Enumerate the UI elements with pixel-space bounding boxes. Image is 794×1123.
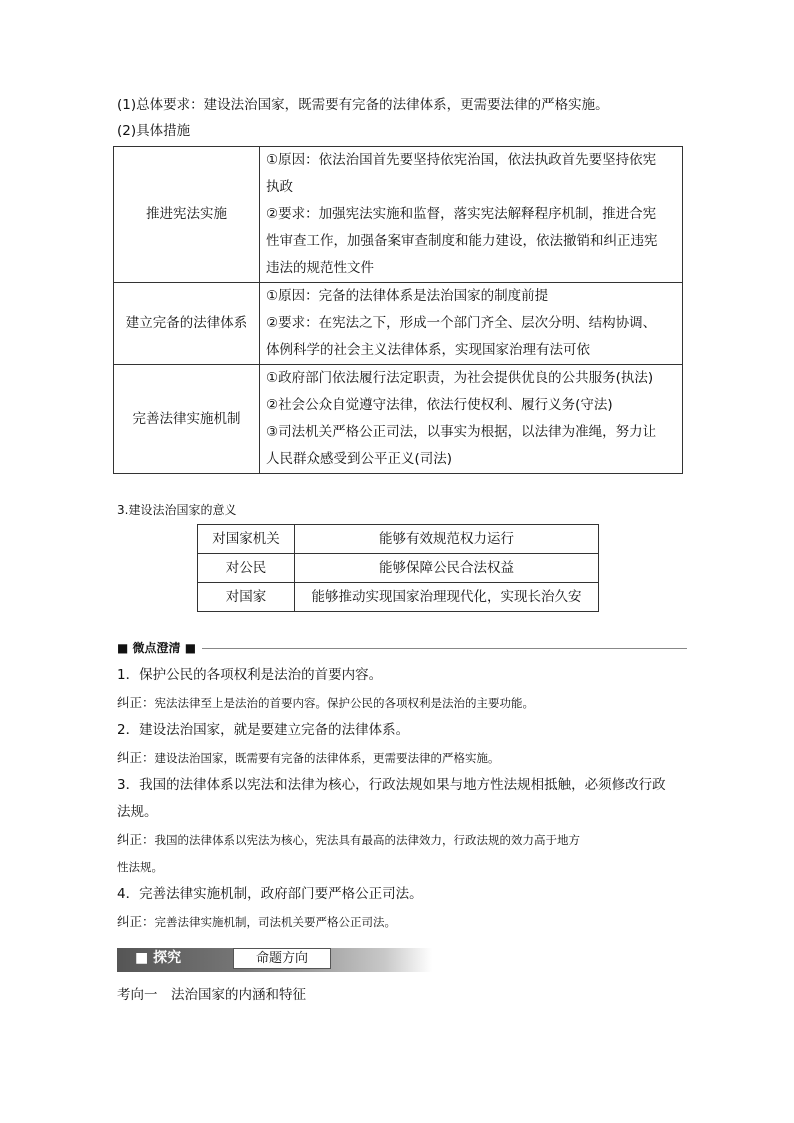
correction-prefix: 纠正： <box>117 832 155 847</box>
measure-line: 体例科学的社会主义法律体系，实现国家治理有法可依 <box>266 342 590 358</box>
measure-line: ①政府部门依法履行法定职责，为社会提供优良的公共服务(执法) <box>266 370 654 386</box>
measure-header: 推进宪法实施 <box>114 147 260 283</box>
significance-meaning: 能够保障公民合法权益 <box>295 554 599 583</box>
correction-text: 宪法法律至上是法治的首要内容。保护公民的各项权利是法治的主要功能。 <box>154 696 535 710</box>
clarify-answer <box>117 689 687 717</box>
significance-target: 对国家 <box>198 583 295 612</box>
clarify-item <box>117 717 687 772</box>
significance-meaning: 能够推动实现国家治理现代化，实现长治久安 <box>295 583 599 612</box>
page-content <box>117 92 687 1008</box>
measure-line: ②要求：在宪法之下，形成一个部门齐全、层次分明、结构协调、 <box>266 315 657 331</box>
measure-body <box>260 365 683 474</box>
clarify-answer <box>117 908 687 936</box>
measure-line: ③司法机关严格公正司法，以事实为根据，以法律为准绳，努力让 <box>266 424 657 440</box>
clarify-title: ■ 微点澄清 ■ <box>117 638 202 658</box>
clarify-question: 3．我国的法律体系以宪法和法律为核心，行政法规如果与地方性法规相抵触，必须修改行政 <box>117 777 666 793</box>
clarify-item <box>117 881 687 936</box>
table-row <box>198 525 599 554</box>
measure-header: 建立完备的法律体系 <box>114 283 260 365</box>
explore-banner <box>117 946 432 972</box>
clarify-list <box>117 662 687 936</box>
clarify-question: 4．完善法律实施机制，政府部门要严格公正司法。 <box>117 886 423 902</box>
intro-line-2: (2)具体措施 <box>117 123 191 139</box>
correction-prefix: 纠正： <box>117 914 155 929</box>
table-row <box>198 583 599 612</box>
measure-line: ②要求：加强宪法实施和监督，落实宪法解释程序机制，推进合宪 <box>266 206 657 222</box>
significance-title: 3.建设法治国家的意义 <box>117 503 237 517</box>
clarify-item <box>117 772 687 881</box>
intro-line-1: (1)总体要求：建设法治国家，既需要有完备的法律体系，更需要法律的严格实施。 <box>117 97 609 113</box>
measure-line: ①原因：依法治国首先要坚持依宪治国，依法执政首先要坚持依宪 <box>266 152 657 168</box>
table-row <box>114 365 683 474</box>
measure-body <box>260 147 683 283</box>
measure-line: 性审查工作，加强备案审查制度和能力建设，依法撤销和纠正违宪 <box>266 233 658 249</box>
measure-line: 执政 <box>266 179 293 195</box>
clarify-answer <box>117 826 687 854</box>
measure-line: 人民群众感受到公平正义(司法) <box>266 451 453 467</box>
measure-line: ①原因：完备的法律体系是法治国家的制度前提 <box>266 288 549 304</box>
clarify-answer <box>117 744 687 772</box>
measure-line: 违法的规范性文件 <box>266 260 374 276</box>
correction-prefix: 纠正： <box>117 695 155 710</box>
explore-tag: ■ 探究 <box>135 950 182 966</box>
table-row <box>114 147 683 283</box>
measure-body <box>260 283 683 365</box>
clarify-answer: 性法规。 <box>117 860 163 874</box>
clarify-question: 法规。 <box>117 804 158 820</box>
divider-rule <box>117 648 687 649</box>
table-row <box>198 554 599 583</box>
clarify-question: 2．建设法治国家，就是要建立完备的法律体系。 <box>117 722 410 738</box>
table-row <box>114 283 683 365</box>
measure-line: ②社会公众自觉遵守法律，依法行使权利、履行义务(守法) <box>266 397 613 413</box>
correction-text: 我国的法律体系以宪法为核心，宪法具有最高的法律效力，行政法规的效力高于地方 <box>154 833 581 847</box>
correction-text: 完善法律实施机制，司法机关要严格公正司法。 <box>154 915 397 929</box>
clarify-question: 1．保护公民的各项权利是法治的首要内容。 <box>117 667 383 683</box>
correction-prefix: 纠正： <box>117 750 155 765</box>
clarify-divider <box>117 638 687 658</box>
significance-target: 对国家机关 <box>198 525 295 554</box>
clarify-item <box>117 662 687 717</box>
significance-target: 对公民 <box>198 554 295 583</box>
measures-table <box>113 146 683 474</box>
significance-table <box>197 524 599 612</box>
explore-box: 命题方向 <box>233 948 331 969</box>
direction-heading: 考向一 法治国家的内涵和特征 <box>117 987 306 1003</box>
correction-text: 建设法治国家，既需要有完备的法律体系，更需要法律的严格实施。 <box>154 751 500 765</box>
significance-meaning: 能够有效规范权力运行 <box>295 525 599 554</box>
measure-header: 完善法律实施机制 <box>114 365 260 474</box>
